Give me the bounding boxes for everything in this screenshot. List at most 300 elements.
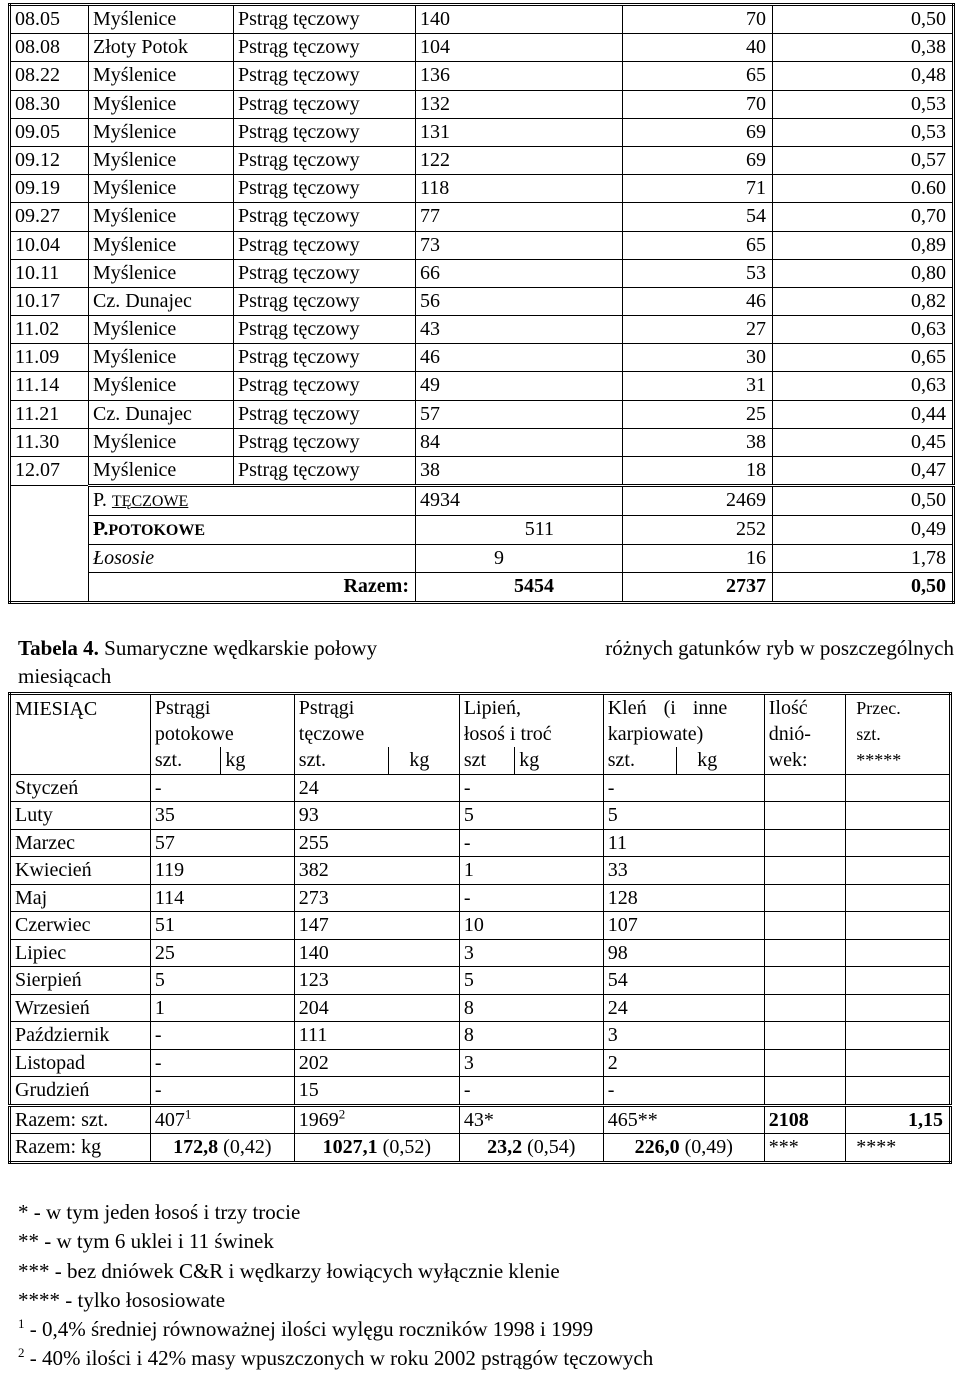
catch-row [10, 400, 954, 428]
monthly-table-body [10, 774, 951, 1105]
summary-razem-a: 5454 [416, 573, 623, 602]
header-teczowe [294, 694, 459, 748]
month-name: Lipiec [10, 939, 151, 967]
catch-ratio: 0,70 [773, 203, 954, 231]
month-name: Wrzesień [10, 994, 151, 1022]
catch-ratio: 0,65 [773, 344, 954, 372]
catch-count: 131 [416, 118, 623, 146]
lipien-value: - [459, 884, 603, 912]
header-dniowki-1: Ilość [768, 697, 808, 719]
header-klen-2: karpiowate) [607, 723, 704, 745]
dniowki-value [764, 939, 846, 967]
sub-4: szt [459, 747, 514, 774]
summary-row-potokowe [10, 516, 954, 545]
header-potokowe-2: potokowe [154, 723, 234, 745]
catch-date: 12.07 [10, 457, 89, 486]
razem-kg-k2: (0,49) [684, 1136, 733, 1158]
klen-value: 11 [603, 829, 764, 857]
catch-species: Pstrąg tęczowy [234, 316, 416, 344]
razem-kg-p2: (0,42) [223, 1136, 272, 1158]
month-row [10, 1049, 951, 1077]
teczowe-value: 382 [294, 857, 459, 885]
month-name: Marzec [10, 829, 151, 857]
summary-row-teczowe [10, 486, 954, 516]
summary-razem-b: 2737 [623, 573, 773, 602]
catch-ratio: 0,53 [773, 90, 954, 118]
catch-weight: 69 [623, 118, 773, 146]
catch-row [10, 62, 954, 90]
dniowki-value [764, 802, 846, 830]
month-row [10, 1077, 951, 1106]
summary-row-lososie [10, 545, 954, 573]
catch-species: Pstrąg tęczowy [234, 90, 416, 118]
catch-ratio: 0,53 [773, 118, 954, 146]
summary-teczowe-c: 0,50 [773, 486, 954, 516]
catch-place: Myślenice [89, 316, 234, 344]
summary-potokowe-c: 0,49 [773, 516, 954, 545]
catch-place: Cz. Dunajec [89, 400, 234, 428]
catch-ratio: 0,44 [773, 400, 954, 428]
potokowe-value: 119 [150, 857, 294, 885]
catch-species: Pstrąg tęczowy [234, 231, 416, 259]
razem-kg-label: Razem: kg [10, 1134, 151, 1163]
prec-value [846, 774, 951, 802]
klen-value: 98 [603, 939, 764, 967]
catch-weight: 46 [623, 287, 773, 315]
header-row [10, 694, 951, 748]
razem-kg-k: 226,0 [634, 1136, 680, 1158]
prec-value [846, 829, 951, 857]
catch-species: Pstrąg tęczowy [234, 62, 416, 90]
potokowe-value: - [150, 1022, 294, 1050]
catch-species: Pstrąg tęczowy [234, 287, 416, 315]
sub-2: szt. [294, 747, 389, 774]
catch-row [10, 5, 954, 34]
catch-date: 11.30 [10, 428, 89, 456]
month-row [10, 857, 951, 885]
razem-szt-prec: 1,15 [846, 1105, 951, 1134]
teczowe-value: 123 [294, 967, 459, 995]
potokowe-value: 114 [150, 884, 294, 912]
catch-ratio: 0,63 [773, 372, 954, 400]
catch-species: Pstrąg tęczowy [234, 34, 416, 62]
summary-razem-c: 0,50 [773, 573, 954, 602]
catch-species: Pstrąg tęczowy [234, 400, 416, 428]
razem-kg-t2: (0,52) [382, 1136, 431, 1158]
footnote-5-mark: 1 [18, 1316, 25, 1332]
klen-value: 5 [603, 802, 764, 830]
prec-value [846, 1049, 951, 1077]
dniowki-value [764, 912, 846, 940]
catch-count: 57 [416, 400, 623, 428]
catch-row [10, 344, 954, 372]
sub-7: kg [677, 747, 765, 774]
catch-weight: 65 [623, 62, 773, 90]
catch-count: 38 [416, 457, 623, 486]
sub-3: kg [389, 747, 459, 774]
catch-species: Pstrąg tęczowy [234, 344, 416, 372]
prec-value [846, 967, 951, 995]
catch-weight: 69 [623, 146, 773, 174]
footnote-5-text: - 0,4% średniej równoważnej ilości wylęgu roczników 1998 i 1999 [24, 1317, 594, 1342]
catch-weight: 71 [623, 175, 773, 203]
catch-row [10, 34, 954, 62]
dniowki-value [764, 994, 846, 1022]
catch-species: Pstrąg tęczowy [234, 457, 416, 486]
summary-label-lososie: Łososie [89, 545, 416, 573]
klen-value: 33 [603, 857, 764, 885]
dniowki-value [764, 857, 846, 885]
catch-ratio: 0,38 [773, 34, 954, 62]
header-prec [846, 694, 951, 775]
teczowe-value: 24 [294, 774, 459, 802]
dniowki-value [764, 1077, 846, 1106]
month-name: Czerwiec [10, 912, 151, 940]
razem-szt-label: Razem: szt. [10, 1105, 151, 1134]
razem-kg-dniowki: *** [764, 1134, 846, 1163]
dniowki-value [764, 774, 846, 802]
header-potokowe-1: Pstrągi [154, 697, 211, 719]
potokowe-value: 25 [150, 939, 294, 967]
catch-row [10, 287, 954, 315]
header-lipien-1: Lipień, [463, 697, 522, 719]
catch-row [10, 372, 954, 400]
prec-value [846, 912, 951, 940]
catch-date: 08.08 [10, 34, 89, 62]
header-prec-2: szt. [856, 724, 881, 744]
klen-value: - [603, 774, 764, 802]
sub-1: kg [221, 747, 294, 774]
catch-weight: 25 [623, 400, 773, 428]
potokowe-value: - [150, 774, 294, 802]
catch-date: 09.19 [10, 175, 89, 203]
caption-text-1: Sumaryczne wędkarskie połowy [104, 636, 378, 660]
catch-row [10, 428, 954, 456]
footnote-4: **** - tylko łososiowate [18, 1287, 226, 1312]
razem-szt-p-sup: 1 [184, 1105, 192, 1121]
month-row [10, 802, 951, 830]
potokowe-value: 35 [150, 802, 294, 830]
teczowe-value: 93 [294, 802, 459, 830]
razem-szt-dniowki: 2108 [764, 1105, 846, 1134]
dniowki-value [764, 1049, 846, 1077]
catch-place: Myślenice [89, 259, 234, 287]
catch-count: 73 [416, 231, 623, 259]
summary-potokowe-a: 511 [416, 516, 623, 545]
catch-date: 10.17 [10, 287, 89, 315]
catch-ratio: 0,47 [773, 457, 954, 486]
month-name: Grudzień [10, 1077, 151, 1106]
catch-place: Myślenice [89, 428, 234, 456]
header-potokowe [150, 694, 294, 748]
catch-weight: 38 [623, 428, 773, 456]
summary-row-razem [10, 573, 954, 602]
catch-row [10, 457, 954, 486]
razem-szt-t-sup: 2 [338, 1105, 346, 1121]
prec-value [846, 994, 951, 1022]
summary-lososie-a: 9 [416, 545, 623, 573]
klen-value: 2 [603, 1049, 764, 1077]
teczowe-value: 204 [294, 994, 459, 1022]
teczowe-value: 15 [294, 1077, 459, 1106]
catch-ratio: 0,82 [773, 287, 954, 315]
catch-place: Myślenice [89, 372, 234, 400]
catch-weight: 70 [623, 5, 773, 34]
razem-kg-t: 1027,1 [322, 1136, 378, 1158]
month-name: Październik [10, 1022, 151, 1050]
teczowe-value: 140 [294, 939, 459, 967]
catch-ratio: 0,63 [773, 316, 954, 344]
razem-kg-p: 172,8 [173, 1136, 219, 1158]
catch-row [10, 146, 954, 174]
razem-szt-row [10, 1105, 951, 1134]
month-row [10, 967, 951, 995]
klen-value: 24 [603, 994, 764, 1022]
catch-count: 132 [416, 90, 623, 118]
month-name: Luty [10, 802, 151, 830]
lipien-value: 8 [459, 994, 603, 1022]
footnote-5 [18, 1315, 653, 1344]
catch-place: Myślenice [89, 62, 234, 90]
sub-6: szt. [603, 747, 676, 774]
catch-place: Cz. Dunajec [89, 287, 234, 315]
header-lipien-2: łosoś i troć [463, 723, 552, 745]
catch-species: Pstrąg tęczowy [234, 5, 416, 34]
teczowe-value: 111 [294, 1022, 459, 1050]
catch-weight: 54 [623, 203, 773, 231]
catch-count: 66 [416, 259, 623, 287]
catch-count: 43 [416, 316, 623, 344]
catch-row [10, 231, 954, 259]
razem-szt-p: 407 [154, 1108, 185, 1131]
summary-potokowe-b: 252 [623, 516, 773, 545]
summary-lososie-b: 16 [623, 545, 773, 573]
month-row [10, 939, 951, 967]
sub-0: szt. [150, 747, 220, 774]
catch-count: 56 [416, 287, 623, 315]
header-month [10, 694, 151, 775]
header-dniowki-2: dnió- [768, 723, 811, 745]
month-row [10, 994, 951, 1022]
month-name: Maj [10, 884, 151, 912]
catch-row [10, 316, 954, 344]
catch-place: Myślenice [89, 5, 234, 34]
catch-date: 08.30 [10, 90, 89, 118]
razem-kg-prec: **** [846, 1134, 951, 1163]
catch-count: 104 [416, 34, 623, 62]
footnote-6-mark: 2 [18, 1345, 25, 1361]
caption-label: Tabela 4. [18, 636, 99, 660]
potokowe-value: 5 [150, 967, 294, 995]
catch-place: Myślenice [89, 90, 234, 118]
header-month-label: MIESIĄC [15, 698, 98, 720]
lipien-value: 1 [459, 857, 603, 885]
header-prec-1: Przec. [856, 698, 901, 718]
catch-place: Myślenice [89, 175, 234, 203]
lipien-value: 5 [459, 802, 603, 830]
catch-count: 49 [416, 372, 623, 400]
teczowe-value: 273 [294, 884, 459, 912]
teczowe-value: 202 [294, 1049, 459, 1077]
catch-ratio: 0,57 [773, 146, 954, 174]
catch-place: Myślenice [89, 146, 234, 174]
catch-place: Myślenice [89, 203, 234, 231]
month-name: Kwiecień [10, 857, 151, 885]
lipien-value: 5 [459, 967, 603, 995]
catch-count: 46 [416, 344, 623, 372]
catch-ratio: 0.60 [773, 175, 954, 203]
klen-value: - [603, 1077, 764, 1106]
header-teczowe-1: Pstrągi [298, 697, 355, 719]
catch-weight: 30 [623, 344, 773, 372]
catch-count: 77 [416, 203, 623, 231]
lipien-value: 10 [459, 912, 603, 940]
catch-weight: 40 [623, 34, 773, 62]
prec-value [846, 857, 951, 885]
month-row [10, 912, 951, 940]
month-row [10, 829, 951, 857]
catch-row [10, 90, 954, 118]
catch-species: Pstrąg tęczowy [234, 146, 416, 174]
catch-table [8, 3, 955, 604]
summary-label-potokowe: POTOKOWE [108, 522, 205, 540]
summary-label-teczowe: TĘCZOWE [111, 493, 189, 511]
klen-value: 54 [603, 967, 764, 995]
month-row [10, 1022, 951, 1050]
catch-weight: 53 [623, 259, 773, 287]
teczowe-value: 147 [294, 912, 459, 940]
header-dniowki [764, 694, 846, 775]
prec-value [846, 884, 951, 912]
klen-value: 3 [603, 1022, 764, 1050]
teczowe-value: 255 [294, 829, 459, 857]
footnote-3: *** - bez dniówek C&R i wędkarzy łowiących wyłącznie klenie [18, 1258, 560, 1283]
catch-row [10, 118, 954, 146]
lipien-value: - [459, 1077, 603, 1106]
table-caption [18, 634, 958, 690]
catch-row [10, 203, 954, 231]
catch-count: 118 [416, 175, 623, 203]
catch-species: Pstrąg tęczowy [234, 372, 416, 400]
footnote-6 [18, 1344, 653, 1373]
header-teczowe-2: tęczowe [298, 723, 365, 745]
footnote-6-text: - 40% ilości i 42% masy wpuszczonych w roku 2002 pstrągów tęczowych [24, 1346, 654, 1371]
lipien-value: 3 [459, 939, 603, 967]
prec-value [846, 1077, 951, 1106]
catch-place: Złoty Potok [89, 34, 234, 62]
catch-place: Myślenice [89, 344, 234, 372]
catch-species: Pstrąg tęczowy [234, 203, 416, 231]
potokowe-value: 57 [150, 829, 294, 857]
catch-ratio: 0,80 [773, 259, 954, 287]
razem-kg-l: 23,2 [487, 1136, 523, 1158]
catch-species: Pstrąg tęczowy [234, 118, 416, 146]
razem-kg-l2: (0,54) [527, 1136, 576, 1158]
catch-date: 11.02 [10, 316, 89, 344]
catch-date: 11.21 [10, 400, 89, 428]
monthly-table [8, 692, 952, 1164]
caption-text-3: miesiącach [18, 664, 112, 688]
potokowe-value: 51 [150, 912, 294, 940]
summary-lososie-c: 1,78 [773, 545, 954, 573]
razem-szt-l: 43* [459, 1105, 603, 1134]
potokowe-value: - [150, 1077, 294, 1106]
header-lipien [459, 694, 603, 748]
potokowe-value: 1 [150, 994, 294, 1022]
footnote-2: ** - w tym 6 uklei i 11 świnek [18, 1229, 274, 1254]
catch-count: 84 [416, 428, 623, 456]
lipien-value: - [459, 829, 603, 857]
catch-weight: 65 [623, 231, 773, 259]
prec-value [846, 939, 951, 967]
month-name: Listopad [10, 1049, 151, 1077]
catch-weight: 27 [623, 316, 773, 344]
klen-value: 128 [603, 884, 764, 912]
catch-date: 10.11 [10, 259, 89, 287]
month-name: Sierpień [10, 967, 151, 995]
prec-value [846, 1022, 951, 1050]
catch-date: 11.09 [10, 344, 89, 372]
summary-teczowe-b: 2469 [623, 486, 773, 516]
catch-place: Myślenice [89, 118, 234, 146]
catch-table-body [10, 5, 954, 486]
lipien-value: 3 [459, 1049, 603, 1077]
catch-date: 09.05 [10, 118, 89, 146]
dniowki-value [764, 884, 846, 912]
catch-weight: 70 [623, 90, 773, 118]
dniowki-value [764, 829, 846, 857]
prec-value [846, 802, 951, 830]
month-name: Styczeń [10, 774, 151, 802]
summary-prefix: P. [93, 489, 107, 512]
catch-count: 140 [416, 5, 623, 34]
catch-place: Myślenice [89, 231, 234, 259]
catch-weight: 31 [623, 372, 773, 400]
catch-row [10, 175, 954, 203]
razem-kg-row [10, 1134, 951, 1163]
lipien-value: - [459, 774, 603, 802]
razem-szt-t: 1969 [298, 1108, 339, 1131]
footnotes [18, 1198, 653, 1374]
catch-count: 122 [416, 146, 623, 174]
catch-count: 136 [416, 62, 623, 90]
catch-species: Pstrąg tęczowy [234, 259, 416, 287]
header-prec-3: ***** [856, 750, 902, 770]
sub-5: kg [515, 747, 604, 774]
catch-date: 09.27 [10, 203, 89, 231]
catch-date: 10.04 [10, 231, 89, 259]
header-dniowki-3: wek: [768, 749, 808, 771]
summary-label-razem: Razem: [89, 573, 416, 602]
catch-ratio: 0,89 [773, 231, 954, 259]
dniowki-value [764, 967, 846, 995]
footnote-1: * - w tym jeden łosoś i trzy trocie [18, 1200, 301, 1224]
catch-species: Pstrąg tęczowy [234, 175, 416, 203]
catch-date: 09.12 [10, 146, 89, 174]
lipien-value: 8 [459, 1022, 603, 1050]
month-row [10, 774, 951, 802]
catch-species: Pstrąg tęczowy [234, 428, 416, 456]
caption-text-2: różnych gatunków ryb w poszczególnych [605, 636, 954, 660]
catch-date: 11.14 [10, 372, 89, 400]
header-klen-1: Kleń (i inne [607, 697, 728, 719]
summary-teczowe-a: 4934 [416, 486, 623, 516]
potokowe-value: - [150, 1049, 294, 1077]
catch-ratio: 0,45 [773, 428, 954, 456]
catch-date: 08.05 [10, 5, 89, 34]
header-klen [603, 694, 764, 748]
razem-szt-k: 465** [603, 1105, 764, 1134]
